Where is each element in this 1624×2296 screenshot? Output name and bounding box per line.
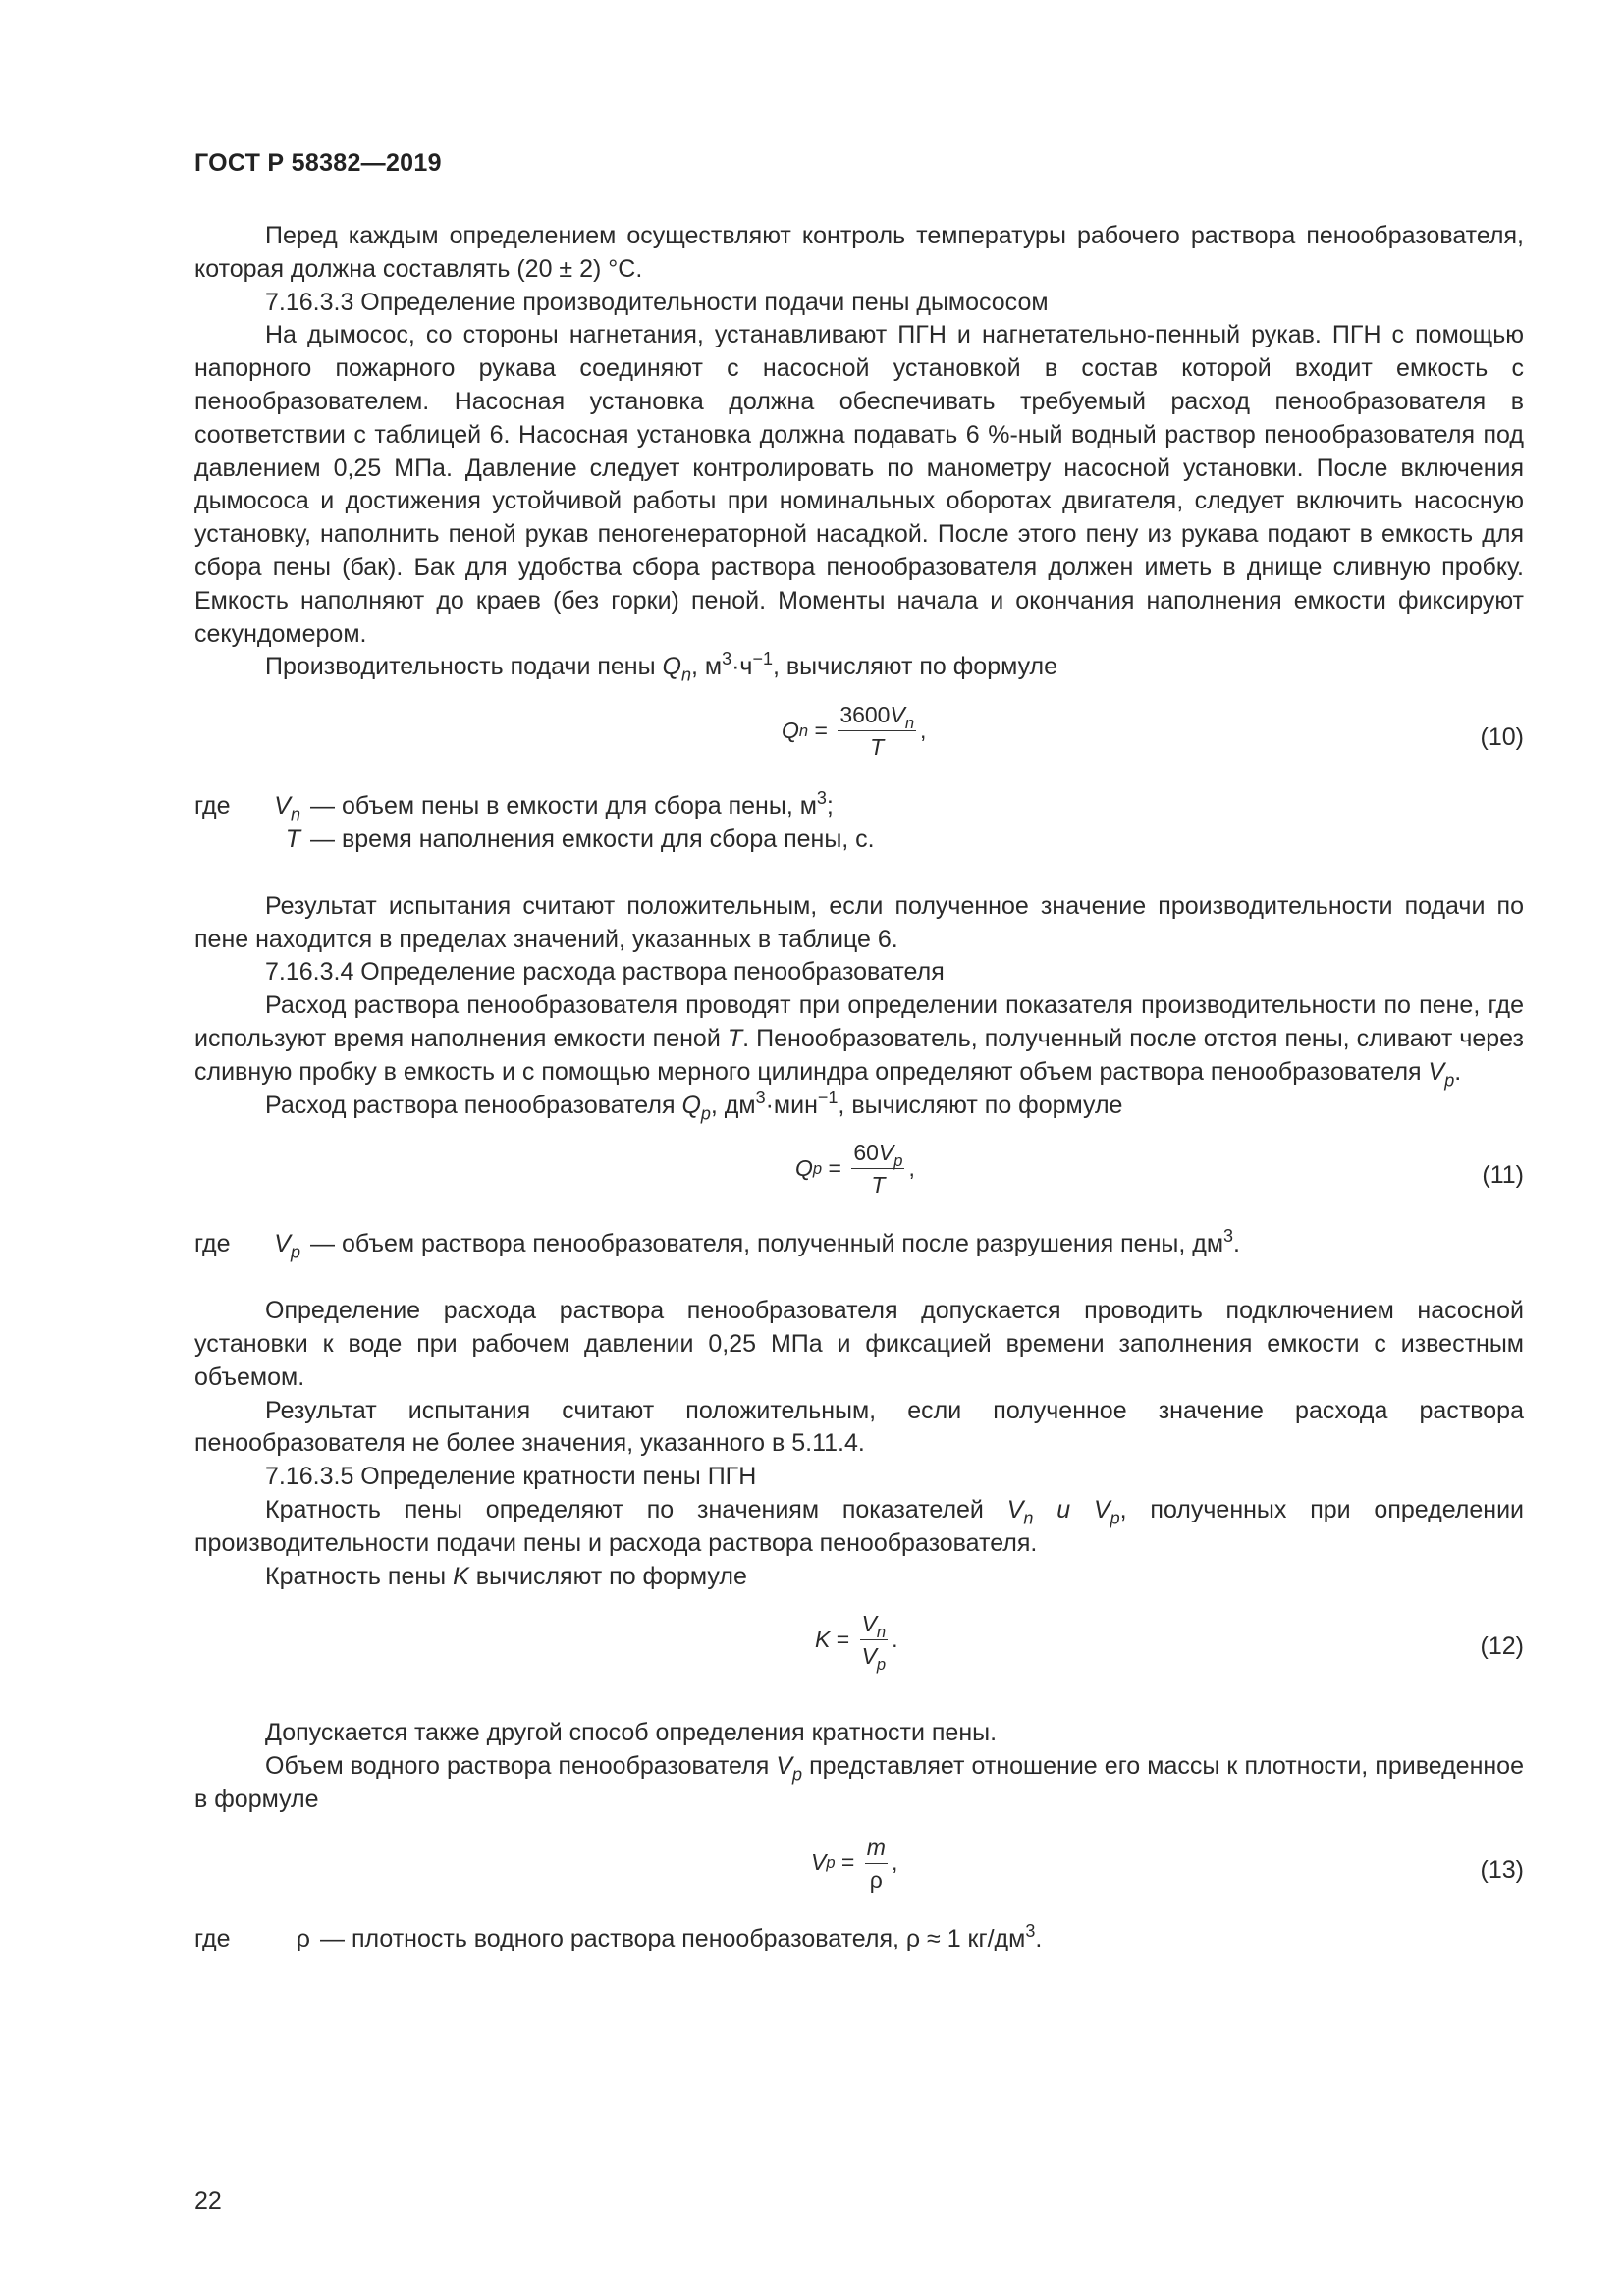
page-number: 22 [194,2187,222,2215]
section-heading-7-16-3-4: 7.16.3.4 Определение расхода раствора пенообразователя [265,958,945,987]
document-body [194,220,1524,1955]
formula-13-number: (13) [1480,1855,1524,1884]
where-10-row-2: T — время наполнения емкости для сбора пены, с. [285,825,875,853]
paragraph-solution-flow-procedure: Расход раствора пенообразователя проводят при определении показателя производительности по пене, где используют время наполнения емкости пеной T. Пенообразователь, полученный после отстоя пены, сливают через сливную пробку в емкость и с помощью мерного цилиндра определяют объем раствора пенообразователя $V_p$. [194,991,1524,1091]
formula-10: Q n = $\frac{3600V_n}{T}$ , [782,702,927,761]
paragraph-test-procedure: На дымосос, со стороны нагнетания, устанавливают ПГН и нагнетательно-пенный рукав. ПГН с помощью напорного пожарного рукава соединяют с насосной установкой в состав которой входит емкость с пенообразователем. Насосная установка должна обеспечивать требуемый расход пенообразователя в соответствии с таблицей 6. Насосная установка должна подавать 6 %-ный водный раствор пенообразователя под давлением 0,25 МПа. Давление следует контролировать по манометру насосной установки. После включения дымососа и достижения устойчивой работы при номинальных оборотах двигателя, следует включить насосную установку, наполнить пеной рукав пеногенераторной насадкой. После этого пену из рукава подают в емкость для сбора пены (бак). Бак для удобства сбора раствора пенообразователя должен иметь в днище сливную пробку. Емкость наполняют до краев (без горки) пеной. Моменты начала и окончания наполнения емкости фиксируют секундомером. [194,321,1524,648]
section-heading-7-16-3-3: 7.16.3.3 Определение производительности подачи пены дымососом [265,288,1049,316]
formula-10-number: (10) [1480,723,1524,752]
formula-11-number: (11) [1482,1161,1524,1190]
formula-10-fraction: $\frac{3600V_n}{T}$ [839,702,915,761]
where-11-row: где $V_p$ — объем раствора пенообразователя, полученный после разрушения пены, $дм^3$. [194,1226,1240,1262]
formula-11: Q p = $\frac{60V_p}{T}$ , [795,1140,915,1199]
formula-13: V p = $\frac{m}{\rho}$ , [811,1834,898,1893]
paragraph-solution-volume: Объем водного раствора пенообразователя $V_p$ представляет отношение его массы к плотности, приведенное в формуле [194,1752,1524,1813]
where-10-row-1: где $V_n$ — объем пены в емкости для сбора пены, $м^3$; [194,788,834,825]
paragraph-result-foam-output: Результат испытания считают положительным, если полученное значение производительности подачи по пене находится в пределах значений, указанных в таблице 6. [194,891,1524,953]
formula-13-row [194,1835,1524,1907]
paragraph-temperature-control: Перед каждым определением осуществляют контроль температуры рабочего раствора пенообразователя, которая должна составлять (20 ± 2) °С. [194,222,1524,283]
formula-12: K = $\frac{V_n}{V_p}$ . [815,1611,898,1675]
formula-13-fraction: $\frac{m}{\rho}$ [866,1834,886,1893]
paragraph-expansion-ratio-intro: Кратность пены K вычисляют по формуле [265,1562,747,1590]
paragraph-expansion-ratio-basis: Кратность пены определяют по значениям показателей $V_n$ и $V_p$, полученных при определении производительности подачи пены и расхода раствора пенообразователя. [194,1495,1525,1557]
section-heading-7-16-3-5: 7.16.3.5 Определение кратности пены ПГН [265,1463,757,1491]
paragraph-water-connection: Определение расхода раствора пенообразователя допускается проводить подключением насосной установки к воде при рабочем давлении 0,25 МПа и фиксацией времени заполнения емкости с известным объемом. [194,1297,1524,1391]
formula-12-row [194,1611,1524,1683]
formula-11-fraction: $\frac{60V_p}{T}$ [853,1140,903,1199]
where-13-row: где ρ — плотность водного раствора пенообразователя, ρ ≈ 1 $кг/дм^3$. [194,1920,1043,1952]
paragraph-solution-flow-intro: Расход раствора пенообразователя $Q_p$, $дм^3\cdot мин^{-1}$, вычисляют по формуле [265,1087,1123,1123]
paragraph-result-solution-flow: Результат испытания считают положительным, если полученное значение расхода раствора пенообразователя не более значения, указанного в 5.11.4. [194,1396,1524,1458]
document-header: ГОСТ Р 58382—2019 [194,149,442,177]
paragraph-alternative-method: Допускается также другой способ определения кратности пены. [265,1719,998,1747]
formula-11-row [194,1140,1524,1212]
paragraph-foam-output-intro: Производительность подачи пены $Q_n$, $м^3\cdot ч^{-1}$, вычисляют по формуле [265,649,1058,685]
formula-10-row [194,702,1524,774]
formula-12-number: (12) [1480,1632,1524,1661]
formula-12-fraction: $\frac{V_n}{V_p}$ [861,1611,887,1675]
